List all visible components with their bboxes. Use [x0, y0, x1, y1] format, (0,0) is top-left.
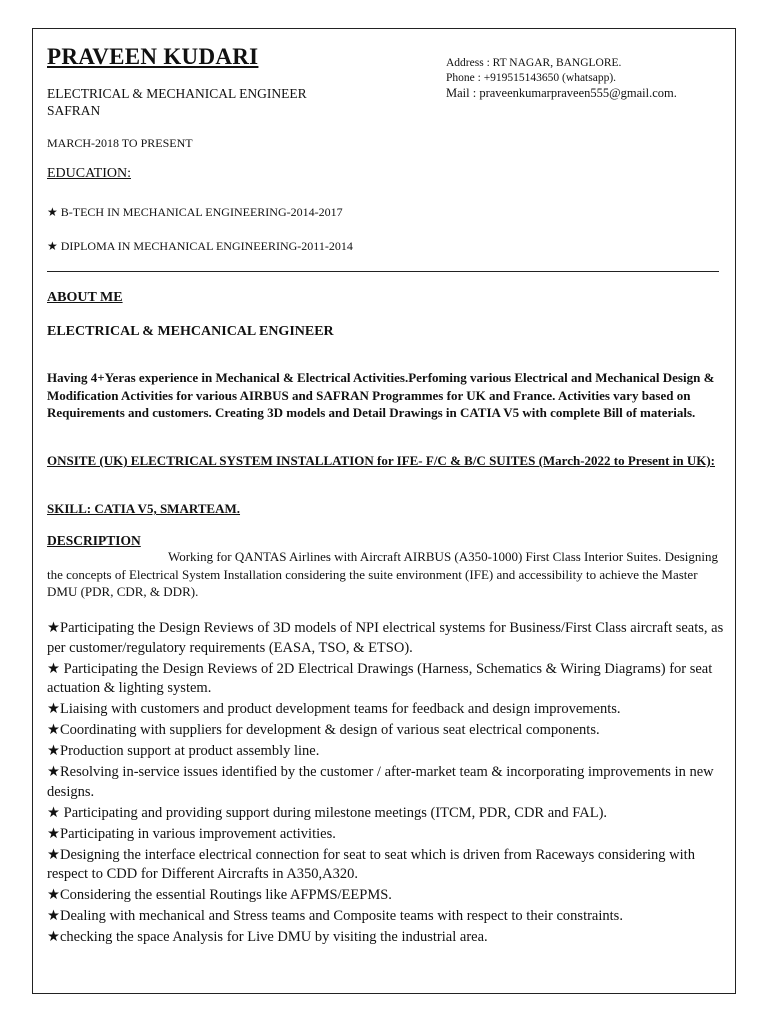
about-heading: ABOUT ME [47, 290, 123, 305]
role-block [47, 85, 307, 119]
education-heading: EDUCATION: [47, 166, 131, 181]
contact-block [446, 56, 677, 101]
list-item: ★Participating in various improvement activities. [47, 825, 336, 842]
description-text: Working for QANTAS Airlines with Aircraft AIRBUS (A350-1000) First Class Interior Suites. Designing the concepts of Electrical System Installation considering the suite environment (IFE) and accessibility to achieve the Master DMU (PDR, CDR, & DDR). [47, 549, 719, 599]
list-item: ★Production support at product assembly line. [47, 743, 320, 759]
list-item: ★Coordinating with suppliers for development & design of various seat electrical components. [47, 722, 600, 738]
candidate-name: PRAVEEN KUDARI [47, 44, 259, 69]
list-item: ★Liaising with customers and product development teams for feedback and design improvements. [47, 701, 621, 717]
list-item: ★Considering the essential Routings like AFPMS/EEPMS. [47, 887, 392, 903]
job-title: ELECTRICAL & MECHANICAL ENGINEER [47, 86, 307, 101]
list-item: ★Resolving in-service issues identified by the customer / after-market team & incorporating improvements in new designs. [47, 764, 714, 800]
phone-text: Phone : +919515143650 (whatsapp). [446, 71, 617, 84]
email-text: Mail : praveenkumarpraveen555@gmail.com. [446, 86, 677, 100]
list-item: ★ Participating and providing support during milestone meetings (ITCM, PDR, CDR and FAL). [47, 804, 608, 821]
role-heading: ELECTRICAL & MEHCANICAL ENGINEER [47, 324, 334, 339]
education-item: ★ B-TECH IN MECHANICAL ENGINEERING-2014-2017 [47, 205, 343, 219]
description-heading: DESCRIPTION [47, 533, 141, 548]
responsibilities-list [47, 619, 725, 949]
list-item: ★Participating the Design Reviews of 3D models of NPI electrical systems for Business/First Class aircraft seats, as per customer/regulatory requirements (EASA, TSO, & ETSO). [47, 620, 724, 656]
onsite-heading: ONSITE (UK) ELECTRICAL SYSTEM INSTALLATION for IFE- F/C & B/C SUITES (March-2022 to Present in UK): [47, 453, 715, 468]
summary-paragraph: Having 4+Yeras experience in Mechanical & Electrical Activities.Perfoming various Electrical and Mechanical Design & Modification Activities for various AIRBUS and SAFRAN Programmes for UK and France. Activities vary based on Requirements and customers. Creating 3D models and Detail Drawings in CATIA V5 with complete Bill of materials. [47, 370, 715, 420]
skill-line: SKILL: CATIA V5, SMARTEAM. [47, 501, 241, 516]
list-item: ★Designing the interface electrical connection for seat to seat which is driven from Raceways considering with respect to CDD for Different Aircrafts in A350,A320. [47, 846, 695, 882]
section-divider [47, 271, 719, 272]
list-item: ★ Participating the Design Reviews of 2D Electrical Drawings (Harness, Schematics & Wiring Diagrams) for seat actuation & lighting system. [47, 660, 713, 696]
list-item: ★checking the space Analysis for Live DMU by visiting the industrial area. [47, 929, 488, 945]
company-name: SAFRAN [47, 103, 101, 118]
education-item: ★ DIPLOMA IN MECHANICAL ENGINEERING-2011-2014 [47, 239, 353, 253]
employment-period: MARCH-2018 TO PRESENT [47, 136, 193, 150]
address-text: Address : RT NAGAR, BANGLORE. [446, 57, 622, 69]
list-item: ★Dealing with mechanical and Stress teams and Composite teams with respect to their constraints. [47, 908, 623, 924]
